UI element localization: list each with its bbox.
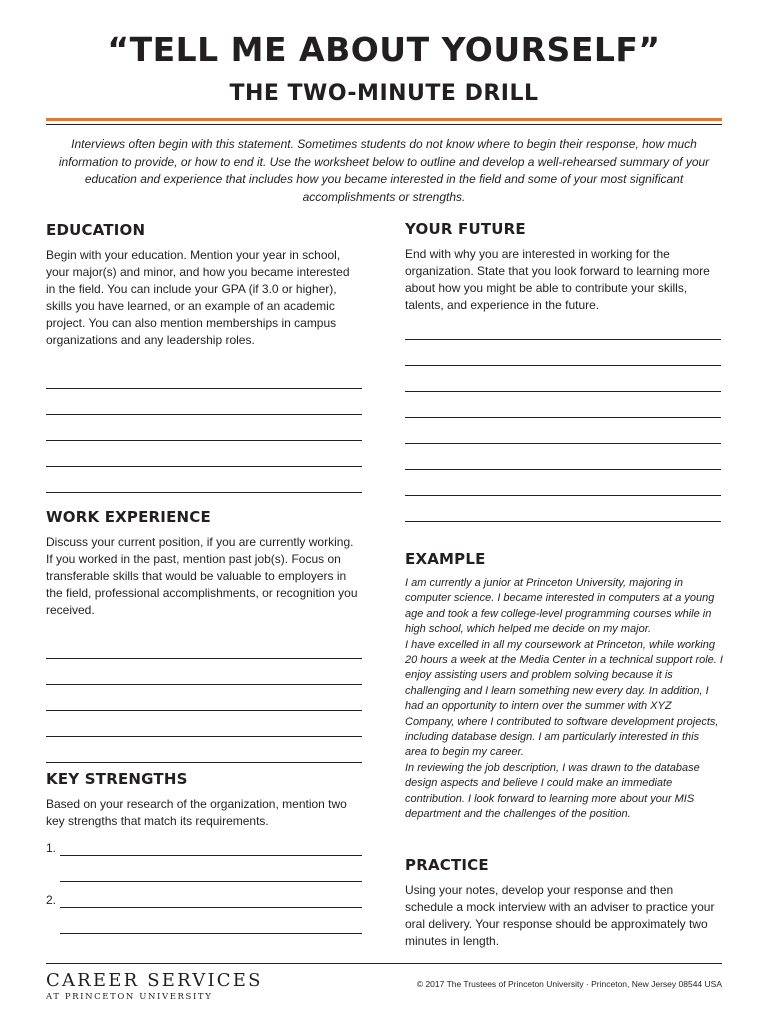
practice-section: [405, 856, 721, 950]
writing-line[interactable]: [405, 470, 721, 496]
strength-number: 1.: [46, 841, 57, 855]
strength-number: 2.: [46, 893, 57, 907]
writing-line[interactable]: [405, 496, 721, 522]
work-experience-section: [46, 508, 362, 763]
header-divider: [46, 124, 722, 125]
work-experience-text: Discuss your current position, if you are currently working. If you worked in the past, mention past job(s). Focus on transferable skills that would be valuable to employers in the field, professional accomplishments, or recognition you received.: [46, 535, 358, 617]
writing-line[interactable]: [46, 633, 362, 659]
key-strengths-writing-lines: [46, 830, 362, 934]
career-services-logo: CAREER SERVICES: [46, 970, 263, 991]
strength-item-1: [46, 830, 362, 856]
writing-line[interactable]: [405, 366, 721, 392]
writing-line[interactable]: [405, 444, 721, 470]
example-paragraph: I have excelled in all my coursework at Princeton, while working 20 hours a week at the Media Center in a technical support role. I enjoy assisting users and problem solving because it is challenging and I learn something new every day. In addition, I had an opportunity to intern over the summer with XYZ Company, where I contributed to software development projects, including database design. I am particularly interested in this area to begin my career.: [405, 638, 723, 759]
writing-line[interactable]: [46, 685, 362, 711]
example-paragraph: I am currently a junior at Princeton University, majoring in computer science. I became interested in computers at a young age and took a few college-level programming courses while in high school, which helped me decide on my major.: [405, 577, 715, 636]
writing-line[interactable]: [60, 882, 362, 908]
page-title: “TELL ME ABOUT YOURSELF”: [107, 30, 661, 69]
writing-line[interactable]: [60, 856, 362, 882]
education-writing-lines: [46, 363, 362, 493]
practice-heading: PRACTICE: [405, 856, 489, 874]
writing-line[interactable]: [405, 418, 721, 444]
strength-item-2: [46, 882, 362, 908]
header-accent-rule: [46, 118, 722, 121]
writing-line[interactable]: [46, 659, 362, 685]
copyright-notice: © 2017 The Trustees of Princeton University · Princeton, New Jersey 08544 USA: [416, 979, 722, 989]
practice-text: Using your notes, develop your response and then schedule a mock interview with an adviser to practice your oral delivery. Your response should be approximately two minutes in length.: [405, 883, 715, 948]
education-heading: EDUCATION: [46, 221, 146, 239]
writing-line[interactable]: [405, 392, 721, 418]
example-section: [405, 550, 723, 823]
writing-line[interactable]: [60, 830, 362, 856]
writing-line[interactable]: [60, 908, 362, 934]
writing-line[interactable]: [405, 340, 721, 366]
example-heading: EXAMPLE: [405, 550, 486, 568]
writing-line[interactable]: [46, 467, 362, 493]
writing-line[interactable]: [46, 711, 362, 737]
education-text: Begin with your education. Mention your year in school, your major(s) and minor, and how you became interested in the field. You can include your GPA (if 3.0 or higher), skills you have learned, or an example of an academic project. You can also mention memberships in campus organizations and any leadership roles.: [46, 248, 350, 347]
key-strengths-section: [46, 770, 362, 934]
writing-line[interactable]: [46, 415, 362, 441]
writing-line[interactable]: [46, 363, 362, 389]
writing-line[interactable]: [46, 389, 362, 415]
writing-line[interactable]: [46, 441, 362, 467]
writing-line[interactable]: [46, 737, 362, 763]
intro-text: Interviews often begin with this statement. Sometimes students do not know where to begin their response, how much information to provide, or how to end it. Use the worksheet below to outline and develop a well-rehearsed summary of your education and experience that includes how you became interested in the field and some of your most significant accomplishments or strengths.: [58, 137, 710, 204]
key-strengths-heading: KEY STRENGTHS: [46, 770, 188, 788]
footer-divider: [46, 963, 722, 964]
writing-line[interactable]: [405, 314, 721, 340]
education-section: [46, 221, 362, 493]
page-subtitle: THE TWO-MINUTE DRILL: [229, 81, 539, 106]
work-experience-writing-lines: [46, 633, 362, 763]
key-strengths-text: Based on your research of the organization, mention two key strengths that match its requirements.: [46, 797, 347, 828]
work-experience-heading: WORK EXPERIENCE: [46, 508, 211, 526]
your-future-heading: YOUR FUTURE: [405, 220, 526, 238]
your-future-text: End with why you are interested in working for the organization. State that you look forward to learning more about how you might be able to contribute your skills, talents, and experience in the future.: [405, 247, 710, 312]
your-future-section: [405, 220, 721, 522]
your-future-writing-lines: [405, 314, 721, 522]
career-services-logo-subline: AT PRINCETON UNIVERSITY: [46, 992, 213, 1002]
example-paragraph: In reviewing the job description, I was drawn to the database design aspects and believe I could make an immediate contribution. I look forward to learning more about your MIS department and the challenges of the position.: [405, 761, 700, 821]
